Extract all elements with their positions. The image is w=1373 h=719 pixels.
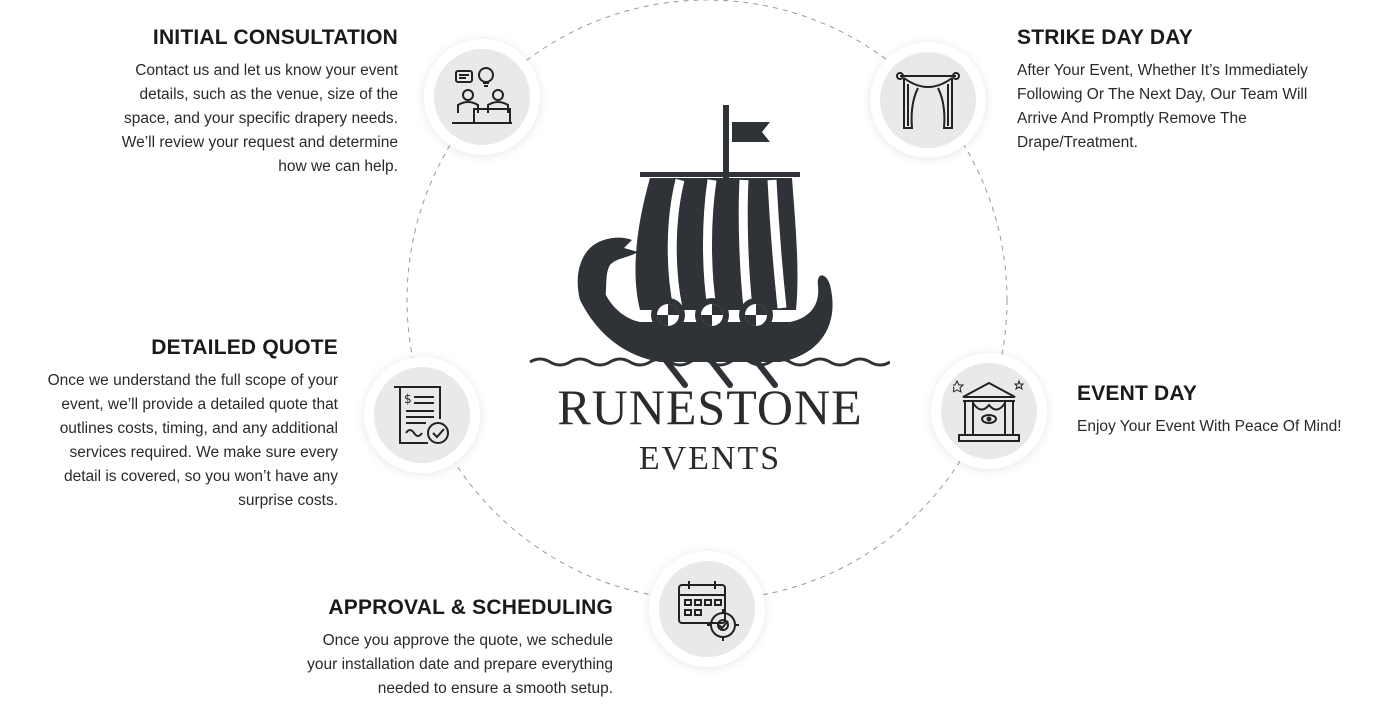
svg-text:$: $ [404,392,412,406]
stage-icon [953,375,1025,447]
invoice-icon-badge [364,357,480,473]
strike-day-title: STRIKE DAY DAY [1017,26,1193,49]
event-day-title: EVENT DAY [1077,382,1198,405]
calendar-gear-icon [671,573,743,645]
invoice-icon [386,379,458,451]
event-day-text: Enjoy Your Event With Peace Of Mind! [1077,418,1342,435]
brand-subtitle: EVENTS [638,440,782,477]
strike-day-text: After Your Event, Whether It’s Immediately Following Or The Next Day, Our Team Will Arrive And Promptly Remove The Drape/Treatment. [1017,62,1308,151]
consultation-icon [446,61,518,133]
curtain-icon [892,64,964,136]
initial-consultation-text: Contact us and let us know your event details, such as the venue, size of the space, and your specific drapery needs. We’ll review your request and determine how we can help. [121,62,398,175]
stage-icon-badge [931,353,1047,469]
detailed-quote-title: DETAILED QUOTE [151,336,338,359]
curtain-icon-badge [870,42,986,158]
consultation-icon-badge [424,39,540,155]
approval-scheduling-text: Once you approve the quote, we schedule your installation date and prepare everything needed to ensure a smooth setup. [307,632,613,697]
approval-scheduling-title: APPROVAL & SCHEDULING [328,596,613,619]
detailed-quote-text: Once we understand the full scope of your event, we’ll provide a detailed quote that outlines costs, timing, and any additional services required. We make sure every detail is covered, so you won’t have any surprise costs. [47,372,338,509]
initial-consultation-title: INITIAL CONSULTATION [152,26,398,49]
calendar-icon-badge [649,551,765,667]
brand-name: RUNESTONE [557,379,863,435]
